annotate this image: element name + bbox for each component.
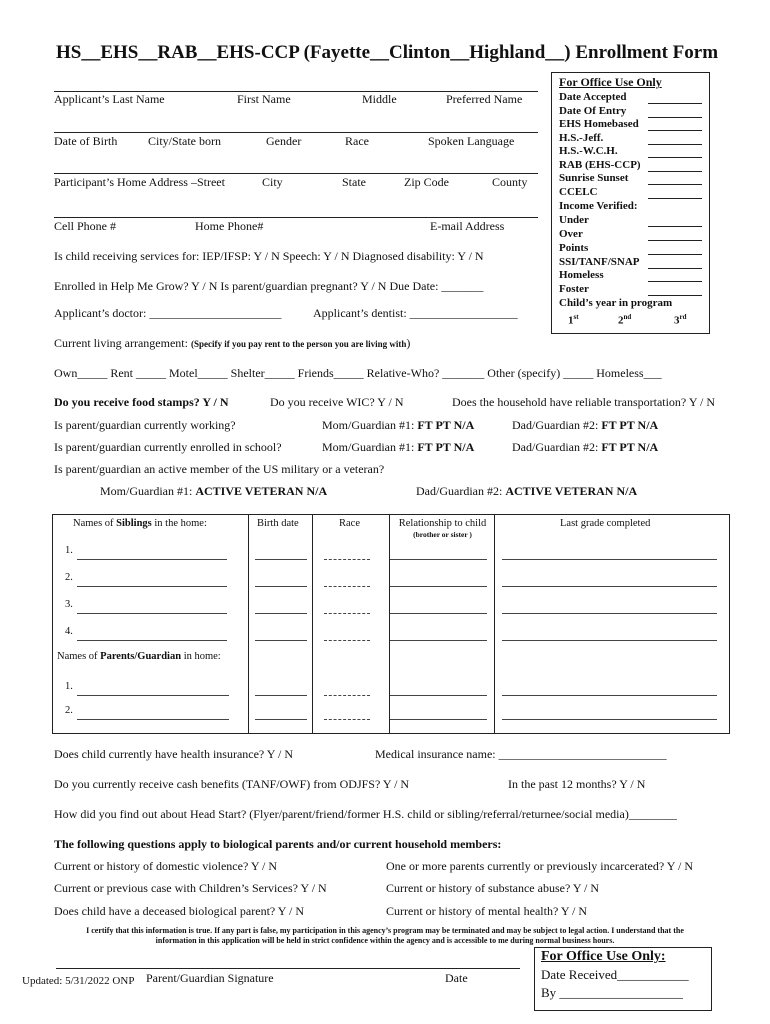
working-mom-options: FT PT N/A: [417, 418, 475, 432]
label-cell: Cell Phone #: [54, 219, 116, 233]
office-row-line[interactable]: [648, 157, 702, 158]
year-1[interactable]: [568, 313, 579, 327]
address-input-line[interactable]: [54, 173, 538, 174]
office-row-label: Date Of Entry: [559, 105, 627, 117]
office-row-line[interactable]: [648, 281, 702, 282]
office-row-label: Over: [559, 228, 583, 240]
table-cell-input[interactable]: [502, 613, 717, 614]
table-cell-input[interactable]: [324, 695, 370, 696]
table-row-number: 1.: [65, 545, 73, 556]
signature-line[interactable]: [56, 968, 520, 969]
parents-header-post: in home:: [181, 651, 221, 662]
office-row-label: Date Accepted: [559, 91, 627, 103]
table-cell-input[interactable]: [255, 559, 307, 560]
working-dad-options: FT PT N/A: [601, 418, 659, 432]
table-cell-input[interactable]: [255, 695, 307, 696]
office-row-line[interactable]: [648, 198, 702, 199]
bio-header: The following questions apply to biological parents and/or current household members:: [54, 837, 502, 851]
updated-date: Updated: 5/31/2022 ONP: [22, 975, 135, 987]
living-note: (Specify if you pay rent to the person you are living with: [190, 339, 407, 349]
label-gender: Gender: [266, 134, 302, 148]
school-dad: [512, 440, 658, 455]
office-use-box: [551, 72, 710, 334]
office-row-label: H.S.-Jeff.: [559, 132, 604, 144]
year-1-number: 1: [568, 314, 574, 327]
office-row-label: H.S.-W.C.H.: [559, 145, 618, 157]
working-mom-label: Mom/Guardian #1:: [322, 418, 418, 432]
table-cell-input[interactable]: [324, 613, 370, 614]
office-row-label: Income Verified:: [559, 200, 638, 212]
school-mom-label: Mom/Guardian #1:: [322, 440, 418, 454]
received-by[interactable]: By ___________________: [541, 985, 683, 1000]
year-3-number: 3: [674, 314, 680, 327]
header-siblings-pre: Names of: [73, 518, 117, 529]
question-insurance: Does child currently have health insurance? Y / N: [54, 747, 294, 761]
living-options: Own_____ Rent _____ Motel_____ Shelter_____ Friends_____ Relative-Who? _______ Other (specify) _____ Homeless___: [54, 366, 662, 380]
question-childrens-services: Current or previous case with Children’s Services? Y / N: [54, 881, 327, 895]
working-dad: [512, 418, 658, 433]
table-cell-input[interactable]: [77, 559, 227, 560]
living-note-end: ): [406, 336, 411, 350]
label-preferred-name: Preferred Name: [446, 92, 523, 106]
table-cell-input[interactable]: [390, 719, 487, 720]
parents-header: [57, 651, 221, 662]
header-siblings-post: in the home:: [151, 518, 207, 529]
office-row-line[interactable]: [648, 226, 702, 227]
question-mental-health: Current or history of mental health? Y / N: [386, 904, 588, 918]
date-label: Date: [445, 971, 468, 985]
office-row-line[interactable]: [648, 117, 702, 118]
table-cell-input[interactable]: [255, 613, 307, 614]
parents-header-pre: Names of: [57, 651, 101, 662]
school-mom-options: FT PT N/A: [417, 440, 475, 454]
table-cell-input[interactable]: [390, 695, 487, 696]
office-row-label: Sunrise Sunset: [559, 172, 629, 184]
office-use-header: For Office Use Only: [559, 75, 662, 89]
birth-input-line[interactable]: [54, 132, 538, 133]
question-food-stamps: Do you receive food stamps? Y / N: [54, 395, 229, 409]
office-row-line[interactable]: [648, 295, 702, 296]
question-domestic-violence: Current or history of domestic violence? Y / N: [54, 859, 278, 873]
office-row-line[interactable]: [648, 171, 702, 172]
question-help-me-grow: Enrolled in Help Me Grow? Y / N Is parent/guardian pregnant? Y / N Due Date: _______: [54, 279, 484, 293]
office-row-label: Homeless: [559, 269, 604, 281]
question-deceased-parent: Does child have a deceased biological parent? Y / N: [54, 904, 305, 918]
header-race: Race: [339, 518, 360, 529]
table-row-number: 4.: [65, 626, 73, 637]
question-medical-insurance: Medical insurance name: ____________________________: [375, 747, 667, 761]
table-row-number: 3.: [65, 599, 73, 610]
year-1-sup: st: [573, 313, 579, 321]
question-working: Is parent/guardian currently working?: [54, 418, 236, 432]
school-dad-label: Dad/Guardian #2:: [512, 440, 602, 454]
question-12-months: In the past 12 months? Y / N: [508, 777, 646, 791]
table-row-number: 1.: [65, 681, 73, 692]
office-row-line[interactable]: [648, 268, 702, 269]
parents-header-bold: Parents/Guardian: [100, 651, 182, 662]
label-first-name: First Name: [237, 92, 291, 106]
question-dentist: Applicant’s dentist: __________________: [313, 306, 518, 320]
table-cell-input[interactable]: [77, 695, 229, 696]
office-row-label: Child’s year in program: [559, 297, 673, 309]
certify-line-2: information in this application will be held in strict confidence within the agency and is accessible to me during normal business hours.: [155, 936, 615, 945]
table-cell-input[interactable]: [502, 586, 717, 587]
household-table: [52, 514, 730, 734]
table-cell-input[interactable]: [324, 559, 370, 560]
office-row-label: RAB (EHS-CCP): [559, 159, 641, 171]
table-cell-input[interactable]: [255, 640, 307, 641]
table-cell-input[interactable]: [77, 613, 227, 614]
date-received[interactable]: Date Received___________: [541, 967, 689, 982]
header-birth-date: Birth date: [257, 518, 299, 529]
office-row-line[interactable]: [648, 130, 702, 131]
form-title: HS__EHS__RAB__EHS-CCP (Fayette__Clinton__Highland__) Enrollment Form: [56, 42, 719, 63]
office-row-line[interactable]: [648, 144, 702, 145]
year-3-sup: rd: [679, 313, 687, 321]
label-middle: Middle: [362, 92, 397, 106]
military-mom-label: Mom/Guardian #1:: [100, 484, 196, 498]
table-cell-input[interactable]: [390, 559, 487, 560]
label-email: E-mail Address: [430, 219, 505, 233]
office-row-label: Foster: [559, 283, 589, 295]
table-divider: [389, 515, 390, 733]
office-row-line[interactable]: [648, 103, 702, 104]
office-row-line[interactable]: [648, 184, 702, 185]
question-military: Is parent/guardian an active member of the US military or a veteran?: [54, 462, 385, 476]
question-school: Is parent/guardian currently enrolled in school?: [54, 440, 282, 454]
label-dob: Date of Birth: [54, 134, 118, 148]
header-relationship-sub: (brother or sister ): [413, 530, 472, 539]
year-3[interactable]: [674, 313, 687, 327]
office-row-label: Points: [559, 242, 589, 254]
military-mom-options: ACTIVE VETERAN N/A: [195, 484, 328, 498]
office-row-line[interactable]: [648, 240, 702, 241]
table-cell-input[interactable]: [502, 719, 717, 720]
question-head-start: How did you find out about Head Start? (Flyer/parent/friend/former H.S. child or sibling/referral/returnee/social media)________: [54, 807, 677, 821]
header-siblings: [73, 518, 207, 529]
office-row-label: EHS Homebased: [559, 118, 639, 130]
table-cell-input[interactable]: [502, 640, 717, 641]
table-cell-input[interactable]: [324, 640, 370, 641]
working-mom: [322, 418, 474, 433]
working-dad-label: Dad/Guardian #2:: [512, 418, 602, 432]
question-cash-benefits: Do you currently receive cash benefits (TANF/OWF) from ODJFS? Y / N: [54, 777, 410, 791]
table-cell-input[interactable]: [255, 586, 307, 587]
office-row-label: CCELC: [559, 186, 598, 198]
year-2-number: 2: [618, 314, 624, 327]
table-divider: [312, 515, 313, 733]
label-race: Race: [345, 134, 369, 148]
table-cell-input[interactable]: [77, 586, 227, 587]
table-cell-input[interactable]: [255, 719, 307, 720]
year-2-sup: nd: [623, 313, 632, 321]
school-dad-options: FT PT N/A: [601, 440, 659, 454]
label-home-phone: Home Phone#: [195, 219, 264, 233]
living-label-text: Current living arrangement:: [54, 336, 191, 350]
table-divider: [248, 515, 249, 733]
label-state: State: [342, 175, 366, 189]
military-dad: [416, 484, 637, 499]
question-doctor: Applicant’s doctor: ______________________: [54, 306, 282, 320]
office-row-label: SSI/TANF/SNAP: [559, 256, 640, 268]
school-mom: [322, 440, 474, 455]
label-last-name: Applicant’s Last Name: [54, 92, 165, 106]
label-address: Participant’s Home Address –Street: [54, 175, 225, 189]
table-cell-input[interactable]: [324, 586, 370, 587]
label-city: City: [262, 175, 283, 189]
phone-input-line[interactable]: [54, 217, 538, 218]
year-2[interactable]: [618, 313, 631, 327]
label-state-born: City/State born: [148, 134, 221, 148]
table-cell-input[interactable]: [324, 719, 370, 720]
office-row-line[interactable]: [648, 254, 702, 255]
question-transportation: Does the household have reliable transportation? Y / N: [452, 395, 716, 409]
question-substance: Current or history of substance abuse? Y / N: [386, 881, 600, 895]
military-dad-label: Dad/Guardian #2:: [416, 484, 506, 498]
military-dad-options: ACTIVE VETERAN N/A: [505, 484, 638, 498]
table-cell-input[interactable]: [502, 559, 717, 560]
table-cell-input[interactable]: [77, 719, 229, 720]
living-arrangement-label: [54, 336, 410, 351]
table-cell-input[interactable]: [390, 586, 487, 587]
table-row-number: 2.: [65, 705, 73, 716]
question-wic: Do you receive WIC? Y / N: [270, 395, 404, 409]
question-services: Is child receiving services for: IEP/IFSP: Y / N Speech: Y / N Diagnosed disability: Y / N: [54, 249, 484, 263]
table-divider: [494, 515, 495, 733]
signature-label: Parent/Guardian Signature: [146, 971, 274, 985]
header-last-grade: Last grade completed: [560, 518, 651, 529]
table-cell-input[interactable]: [77, 640, 227, 641]
header-relationship: Relationship to child: [398, 518, 487, 529]
military-mom: [100, 484, 327, 499]
table-row-number: 2.: [65, 572, 73, 583]
label-zip: Zip Code: [404, 175, 449, 189]
table-cell-input[interactable]: [502, 695, 717, 696]
label-county: County: [492, 175, 528, 189]
office-use-bottom-header: For Office Use Only:: [541, 949, 666, 964]
label-language: Spoken Language: [428, 134, 515, 148]
header-siblings-bold: Siblings: [116, 518, 152, 529]
office-row-label: Under: [559, 214, 589, 226]
certify-line-1: I certify that this information is true. If any part is false, my participation in this agency’s program may be terminated and may be subject to legal action. I understand that the: [86, 926, 684, 935]
table-cell-input[interactable]: [390, 613, 487, 614]
question-incarcerated: One or more parents currently or previously incarcerated? Y / N: [386, 859, 693, 873]
table-cell-input[interactable]: [390, 640, 487, 641]
office-use-box-bottom: [534, 947, 712, 1011]
